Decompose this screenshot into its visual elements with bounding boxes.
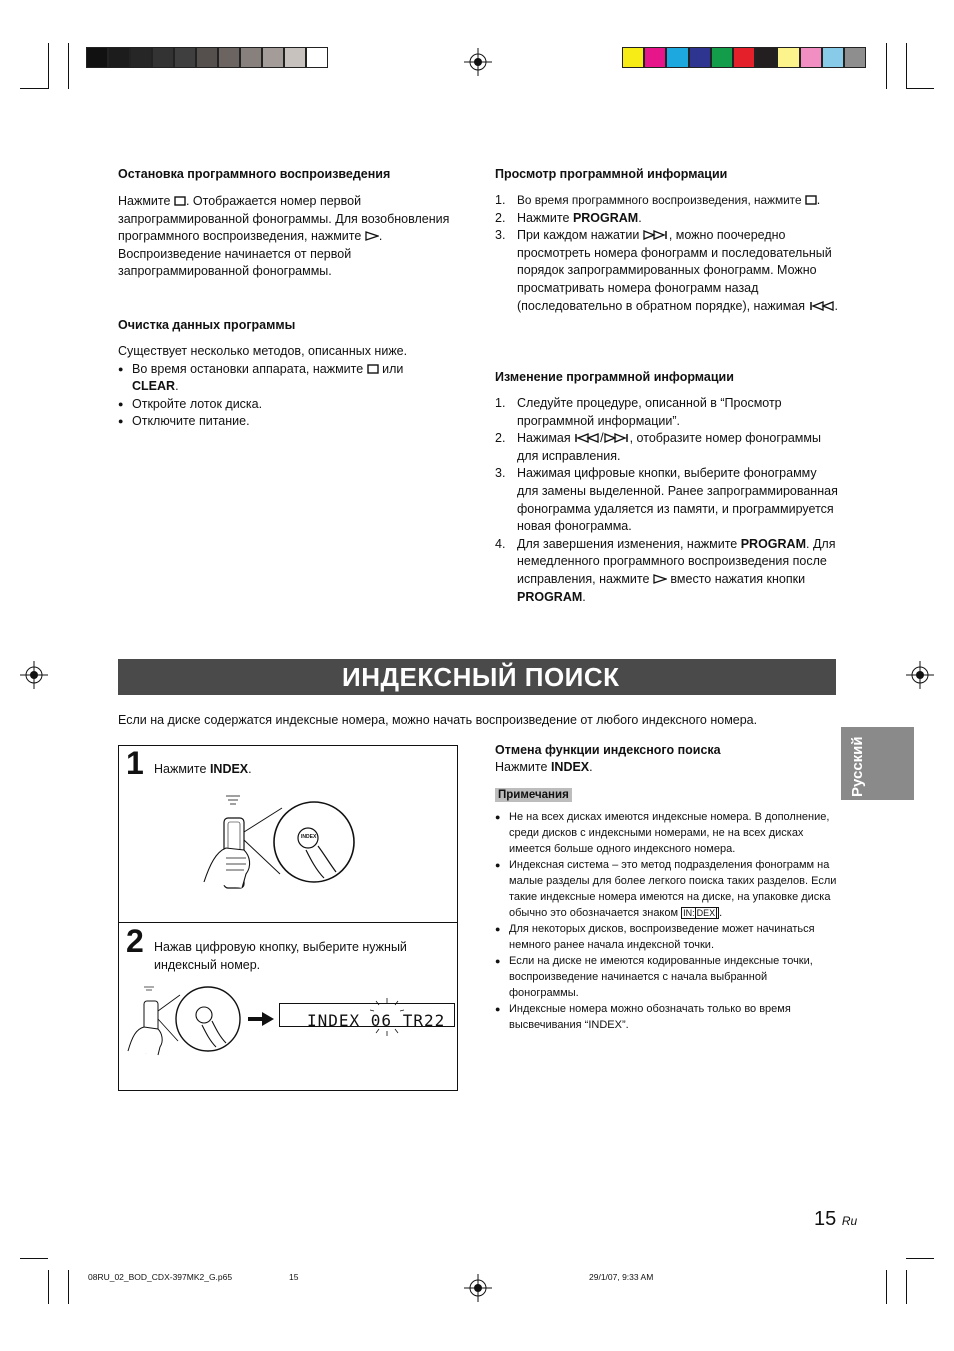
gray-swatch: [240, 47, 262, 68]
crop-mark: [886, 43, 887, 89]
crop-mark: [48, 43, 49, 89]
gray-swatch: [130, 47, 152, 68]
step-1-text: Нажмите INDEX.: [154, 762, 252, 776]
remote-control-icon: [196, 792, 356, 892]
step-2-number: 2: [126, 923, 144, 959]
arrow-right-icon: [248, 1012, 274, 1026]
gray-swatch: [86, 47, 108, 68]
stop-icon: [174, 196, 186, 206]
section-title-view-program: Просмотр программной информации: [495, 167, 728, 181]
crop-mark: [68, 1270, 69, 1304]
color-swatch: [711, 47, 733, 68]
blink-indicator-icon: [370, 998, 404, 1036]
color-swatch: [755, 47, 777, 68]
section-title-cancel-index: Отмена функции индексного поиска: [495, 743, 721, 757]
notes-list: [495, 809, 837, 1033]
stop-icon: [805, 195, 817, 205]
list-item: ● Индексные номера можно обозначать только во время высвечивания “INDEX”.: [495, 1001, 837, 1033]
crop-mark: [906, 43, 907, 89]
notes-label: Примечания: [495, 788, 572, 802]
language-side-tab: [841, 727, 914, 800]
gray-swatch: [284, 47, 306, 68]
view-program-text: [495, 192, 840, 315]
list-item: ● Если на диске не имеются кодированные индексные точки, воспроизведение начинается с начала выбранной фонограммы.: [495, 953, 837, 1001]
registration-mark-icon: [464, 1274, 492, 1302]
crop-mark: [20, 1258, 48, 1259]
play-icon: [365, 231, 379, 241]
crop-mark: [20, 88, 48, 89]
step-1-number: 1: [126, 745, 144, 781]
list-item: ● Для некоторых дисков, воспроизведение может начинаться немного ранее начала индексной точки.: [495, 921, 837, 953]
skip-forward-icon: [643, 230, 669, 240]
list-item: ● Отключите питание.: [118, 413, 453, 431]
gray-swatch: [306, 47, 328, 68]
clear-program-text: [118, 343, 453, 431]
skip-back-icon: [809, 301, 835, 311]
list-item: 2. Нажмите PROGRAM.: [495, 210, 642, 225]
section-title-clear-program: Очистка данных программы: [118, 318, 296, 332]
color-swatch: [777, 47, 799, 68]
page-number: 15 Ru: [814, 1208, 858, 1230]
remote-control-icon: [122, 985, 246, 1057]
registration-mark-icon: [464, 48, 492, 76]
color-swatch: [644, 47, 666, 68]
gray-swatch: [196, 47, 218, 68]
clear-intro: Существует несколько методов, описанных ниже.: [118, 344, 408, 358]
crop-mark: [886, 1270, 887, 1304]
lcd-display-text: INDEX 06 TR22: [307, 1011, 446, 1030]
footer-page: 15: [289, 1272, 299, 1282]
color-swatch: [844, 47, 866, 68]
step-divider: [118, 922, 458, 923]
list-item: ● Откройте лоток диска.: [118, 396, 453, 414]
gray-swatch: [262, 47, 284, 68]
step-2-text: Нажав цифровую кнопку, выберите нужный индексный номер.: [154, 940, 407, 972]
banner-title: ИНДЕКСНЫЙ ПОИСК: [342, 662, 620, 692]
gray-swatch: [218, 47, 240, 68]
section-title-edit-program: Изменение программной информации: [495, 370, 734, 384]
crop-mark: [906, 1258, 934, 1259]
color-swatch: [733, 47, 755, 68]
list-item: 3. Нажимая цифровые кнопки, выберите фонограмму для замены выделенной. Ранее запрограммированная фонограмма удаляется из памяти, и программируется новая фонограмма.: [495, 466, 838, 534]
crop-mark: [48, 1270, 49, 1304]
list-item: ● Не на всех дисках имеются индексные номера. В дополнение, среди дисков с индексными номерами, не на всех дисках имеется больше одного индексного номера.: [495, 809, 837, 857]
crop-mark: [906, 1270, 907, 1304]
list-item: 4. Для завершения изменения, нажмите PROGRAM. Для немедленного программного воспроизведения после исправления, нажмите вместо нажатия кнопки PROGRAM.: [495, 536, 836, 604]
list-item: 1. Во время программного воспроизведения, нажмите .: [495, 193, 821, 207]
gray-swatch: [152, 47, 174, 68]
play-icon: [653, 574, 667, 584]
list-item: ● Во время остановки аппарата, нажмите или CLEAR.: [118, 361, 453, 396]
stop-program-text: Нажмите . Отображается номер первой запрограммированной фонограммы. Для возобновления программного воспроизведения, нажмите . Воспроизведение начинается от первой запрограммированной фонограммы.: [118, 194, 450, 279]
list-item: 3. При каждом нажатии , можно поочередно просмотреть номера фонограмм и последовательный порядок запрограммированных фонограмм. Можно просматривать номера фонограмм назад (последовательно в обратном порядке), нажимая .: [495, 228, 839, 313]
color-swatch: [800, 47, 822, 68]
list-item: ● Индексная система – это метод подразделения фонограмм на малые разделы для более легкого поиска таких разделов. Если такие индексные номера имеются на диске, на упаковке диска обычно это обозначается знаком IN: DEX .: [495, 857, 837, 921]
color-swatch: [622, 47, 644, 68]
language-tab-label: Русский: [849, 736, 866, 797]
color-swatch: [689, 47, 711, 68]
footer-date: 29/1/07, 9:33 AM: [589, 1272, 654, 1282]
index-intro: Если на диске содержатся индексные номера, можно начать воспроизведение от любого индексного номера.: [118, 713, 758, 727]
list-item: 2. Нажимая / , отобразите номер фонограммы для исправления.: [495, 431, 821, 463]
registration-mark-icon: [20, 661, 48, 689]
color-swatch: [666, 47, 688, 68]
color-swatch: [822, 47, 844, 68]
gray-swatch: [174, 47, 196, 68]
index-button-label: INDEX: [301, 834, 317, 840]
skip-forward-icon: [604, 433, 630, 443]
crop-mark: [906, 88, 934, 89]
registration-mark-icon: [906, 661, 934, 689]
section-title-stop-program: Остановка программного воспроизведения: [118, 167, 391, 181]
crop-mark: [68, 43, 69, 89]
footer-file: 08RU_02_BOD_CDX-397MK2_G.p65: [88, 1272, 233, 1282]
edit-program-text: [495, 395, 840, 606]
gray-swatch: [108, 47, 130, 68]
cancel-index-text: Нажмите INDEX.: [495, 760, 593, 774]
skip-back-icon: [574, 433, 600, 443]
section-banner: [118, 659, 836, 695]
index-logo-icon: IN: DEX: [681, 907, 719, 919]
list-item: 1. Следуйте процедуре, описанной в “Просмотр программной информации”.: [495, 396, 782, 428]
stop-icon: [367, 364, 379, 374]
